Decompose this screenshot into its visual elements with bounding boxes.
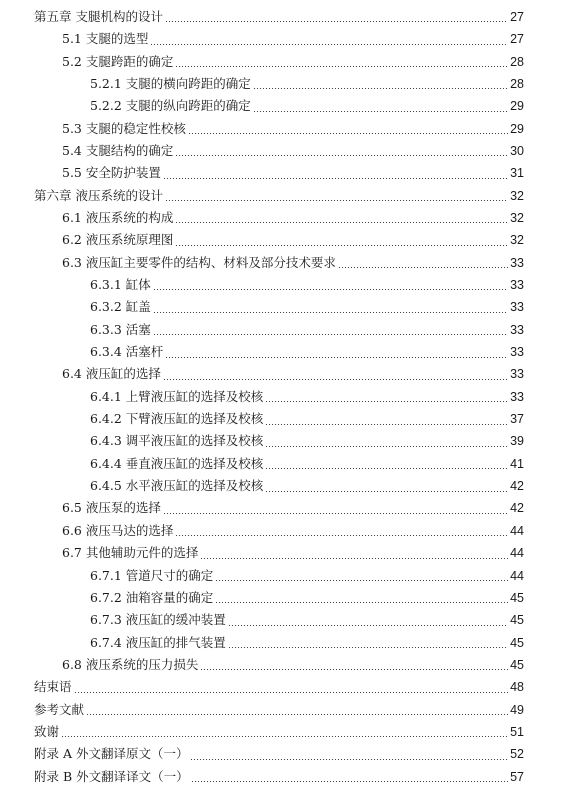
toc-entry[interactable] bbox=[0, 364, 562, 386]
dot-leader bbox=[175, 245, 508, 246]
dot-leader bbox=[215, 580, 508, 581]
toc-entry-page-number: 33 bbox=[510, 255, 524, 270]
toc-entry[interactable] bbox=[0, 453, 562, 475]
toc-entry-title: 5.2.2 支腿的纵向跨距的确定 bbox=[90, 98, 251, 114]
toc-entry[interactable] bbox=[0, 207, 562, 229]
dot-leader bbox=[175, 66, 508, 67]
toc-entry-title: 第六章 液压系统的设计 bbox=[34, 187, 163, 203]
toc-entry-page-number: 28 bbox=[510, 54, 524, 69]
toc-entry-title: 6.7.1 管道尺寸的确定 bbox=[90, 567, 214, 583]
toc-entry-page-number: 27 bbox=[510, 9, 524, 24]
toc-entry-page-number: 44 bbox=[510, 546, 524, 561]
toc-entry-title: 5.3 支腿的稳定性校核 bbox=[62, 120, 186, 136]
toc-entry[interactable] bbox=[0, 743, 562, 765]
toc-entry-title: 6.7.4 液压缸的排气装置 bbox=[90, 634, 226, 650]
toc-entry[interactable] bbox=[0, 542, 562, 564]
toc-entry[interactable] bbox=[0, 475, 562, 497]
dot-leader bbox=[191, 781, 508, 782]
toc-entry-title: 6.7.2 油箱容量的确定 bbox=[90, 589, 214, 605]
toc-entry-page-number: 49 bbox=[510, 702, 524, 717]
toc-entry[interactable] bbox=[0, 632, 562, 654]
toc-entry-page-number: 33 bbox=[510, 278, 524, 293]
toc-entry[interactable] bbox=[0, 185, 562, 207]
toc-entry-title: 6.3.4 活塞杆 bbox=[90, 344, 164, 360]
toc-entry-title: 6.3 液压缸主要零件的结构、材料及部分技术要求 bbox=[62, 254, 336, 270]
toc-entry[interactable] bbox=[0, 766, 562, 788]
toc-entry[interactable] bbox=[0, 274, 562, 296]
toc-entry-page-number: 45 bbox=[510, 635, 524, 650]
toc-entry-page-number: 29 bbox=[510, 121, 524, 136]
dot-leader bbox=[153, 289, 508, 290]
toc-entry-page-number: 44 bbox=[510, 568, 524, 583]
toc-entry[interactable] bbox=[0, 51, 562, 73]
toc-entry[interactable] bbox=[0, 95, 562, 117]
toc-entry[interactable] bbox=[0, 520, 562, 542]
dot-leader bbox=[253, 88, 508, 89]
toc-entry-title: 6.3.1 缸体 bbox=[90, 277, 151, 293]
toc-entry[interactable] bbox=[0, 252, 562, 274]
toc-entry-page-number: 42 bbox=[510, 501, 524, 516]
toc-entry-page-number: 33 bbox=[510, 322, 524, 337]
dot-leader bbox=[265, 401, 508, 402]
toc-entry-page-number: 33 bbox=[510, 300, 524, 315]
toc-entry[interactable] bbox=[0, 565, 562, 587]
toc-entry[interactable] bbox=[0, 341, 562, 363]
toc-entry-page-number: 30 bbox=[510, 143, 524, 158]
toc-entry[interactable] bbox=[0, 6, 562, 28]
dot-leader bbox=[265, 468, 508, 469]
toc-entry-page-number: 32 bbox=[510, 211, 524, 226]
dot-leader bbox=[163, 513, 508, 514]
toc-entry[interactable] bbox=[0, 386, 562, 408]
toc-entry[interactable] bbox=[0, 587, 562, 609]
dot-leader bbox=[253, 111, 508, 112]
toc-entry-title: 第五章 支腿机构的设计 bbox=[34, 8, 163, 24]
table-of-contents bbox=[0, 6, 562, 788]
toc-entry-page-number: 32 bbox=[510, 188, 524, 203]
toc-entry-page-number: 52 bbox=[510, 747, 524, 762]
toc-entry[interactable] bbox=[0, 296, 562, 318]
toc-entry-page-number: 51 bbox=[510, 724, 524, 739]
dot-leader bbox=[338, 267, 508, 268]
dot-leader bbox=[74, 692, 508, 693]
toc-entry-page-number: 29 bbox=[510, 99, 524, 114]
toc-entry-title: 6.4 液压缸的选择 bbox=[62, 366, 161, 382]
toc-entry-page-number: 57 bbox=[510, 769, 524, 784]
toc-entry-page-number: 42 bbox=[510, 479, 524, 494]
toc-entry-title: 6.2 液压系统原理图 bbox=[62, 232, 174, 248]
toc-entry-title: 5.2.1 支腿的横向跨距的确定 bbox=[90, 75, 251, 91]
dot-leader bbox=[153, 334, 508, 335]
toc-entry[interactable] bbox=[0, 319, 562, 341]
toc-entry-title: 6.3.3 活塞 bbox=[90, 321, 151, 337]
toc-entry[interactable] bbox=[0, 676, 562, 698]
dot-leader bbox=[265, 424, 508, 425]
dot-leader bbox=[175, 155, 508, 156]
dot-leader bbox=[200, 669, 508, 670]
toc-entry-title: 附录 B 外文翻译译文（一） bbox=[34, 768, 189, 784]
toc-entry-title: 参考文献 bbox=[34, 701, 85, 717]
toc-entry-title: 6.7.3 液压缸的缓冲装置 bbox=[90, 612, 226, 628]
dot-leader bbox=[165, 200, 508, 201]
toc-entry-page-number: 41 bbox=[510, 456, 524, 471]
toc-entry-title: 6.8 液压系统的压力损失 bbox=[62, 656, 199, 672]
toc-entry-page-number: 45 bbox=[510, 657, 524, 672]
dot-leader bbox=[175, 222, 508, 223]
toc-entry[interactable] bbox=[0, 654, 562, 676]
toc-entry[interactable] bbox=[0, 162, 562, 184]
toc-entry-page-number: 28 bbox=[510, 76, 524, 91]
toc-entry-title: 6.5 液压泵的选择 bbox=[62, 500, 161, 516]
dot-leader bbox=[188, 133, 508, 134]
dot-leader bbox=[228, 647, 508, 648]
toc-entry-title: 6.4.4 垂直液压缸的选择及校核 bbox=[90, 455, 264, 471]
dot-leader bbox=[175, 535, 508, 536]
dot-leader bbox=[265, 491, 508, 492]
toc-entry-title: 5.4 支腿结构的确定 bbox=[62, 142, 174, 158]
toc-entry[interactable] bbox=[0, 28, 562, 50]
toc-entry-title: 6.4.1 上臂液压缸的选择及校核 bbox=[90, 388, 264, 404]
toc-entry-title: 6.4.3 调平液压缸的选择及校核 bbox=[90, 433, 264, 449]
toc-entry-page-number: 44 bbox=[510, 523, 524, 538]
toc-entry-title: 6.4.5 水平液压缸的选择及校核 bbox=[90, 478, 264, 494]
toc-entry-page-number: 45 bbox=[510, 590, 524, 605]
toc-entry-page-number: 37 bbox=[510, 412, 524, 427]
dot-leader bbox=[163, 379, 508, 380]
toc-entry-title: 6.7 其他辅助元件的选择 bbox=[62, 545, 199, 561]
dot-leader bbox=[215, 602, 508, 603]
toc-entry[interactable] bbox=[0, 721, 562, 743]
toc-entry[interactable] bbox=[0, 408, 562, 430]
toc-entry-title: 附录 A 外文翻译原文（一） bbox=[34, 746, 189, 762]
dot-leader bbox=[265, 446, 508, 447]
toc-entry-page-number: 33 bbox=[510, 367, 524, 382]
toc-entry-title: 6.6 液压马达的选择 bbox=[62, 522, 174, 538]
toc-entry-page-number: 32 bbox=[510, 233, 524, 248]
dot-leader bbox=[163, 178, 508, 179]
dot-leader bbox=[153, 312, 508, 313]
dot-leader bbox=[165, 21, 508, 22]
toc-entry-title: 5.5 安全防护装置 bbox=[62, 165, 161, 181]
toc-entry[interactable] bbox=[0, 140, 562, 162]
toc-entry-title: 结束语 bbox=[34, 679, 72, 695]
toc-entry-page-number: 48 bbox=[510, 680, 524, 695]
dot-leader bbox=[228, 625, 508, 626]
dot-leader bbox=[200, 558, 508, 559]
toc-entry[interactable] bbox=[0, 431, 562, 453]
toc-entry[interactable] bbox=[0, 498, 562, 520]
toc-entry-page-number: 33 bbox=[510, 389, 524, 404]
toc-entry-page-number: 27 bbox=[510, 32, 524, 47]
toc-entry[interactable] bbox=[0, 699, 562, 721]
toc-entry-title: 6.1 液压系统的构成 bbox=[62, 210, 174, 226]
toc-entry-title: 致谢 bbox=[34, 723, 60, 739]
dot-leader bbox=[165, 357, 508, 358]
toc-entry-title: 6.4.2 下臂液压缸的选择及校核 bbox=[90, 411, 264, 427]
dot-leader bbox=[150, 44, 508, 45]
toc-entry[interactable] bbox=[0, 609, 562, 631]
toc-entry-title: 5.2 支腿跨距的确定 bbox=[62, 53, 174, 69]
toc-entry-title: 5.1 支腿的选型 bbox=[62, 31, 149, 47]
toc-entry[interactable] bbox=[0, 118, 562, 140]
dot-leader bbox=[86, 714, 508, 715]
dot-leader bbox=[190, 759, 508, 760]
toc-entry[interactable] bbox=[0, 73, 562, 95]
toc-entry-page-number: 31 bbox=[510, 166, 524, 181]
dot-leader bbox=[61, 736, 508, 737]
toc-entry-page-number: 45 bbox=[510, 613, 524, 628]
toc-entry-page-number: 39 bbox=[510, 434, 524, 449]
toc-entry-page-number: 33 bbox=[510, 345, 524, 360]
toc-entry-title: 6.3.2 缸盖 bbox=[90, 299, 151, 315]
toc-entry[interactable] bbox=[0, 229, 562, 251]
